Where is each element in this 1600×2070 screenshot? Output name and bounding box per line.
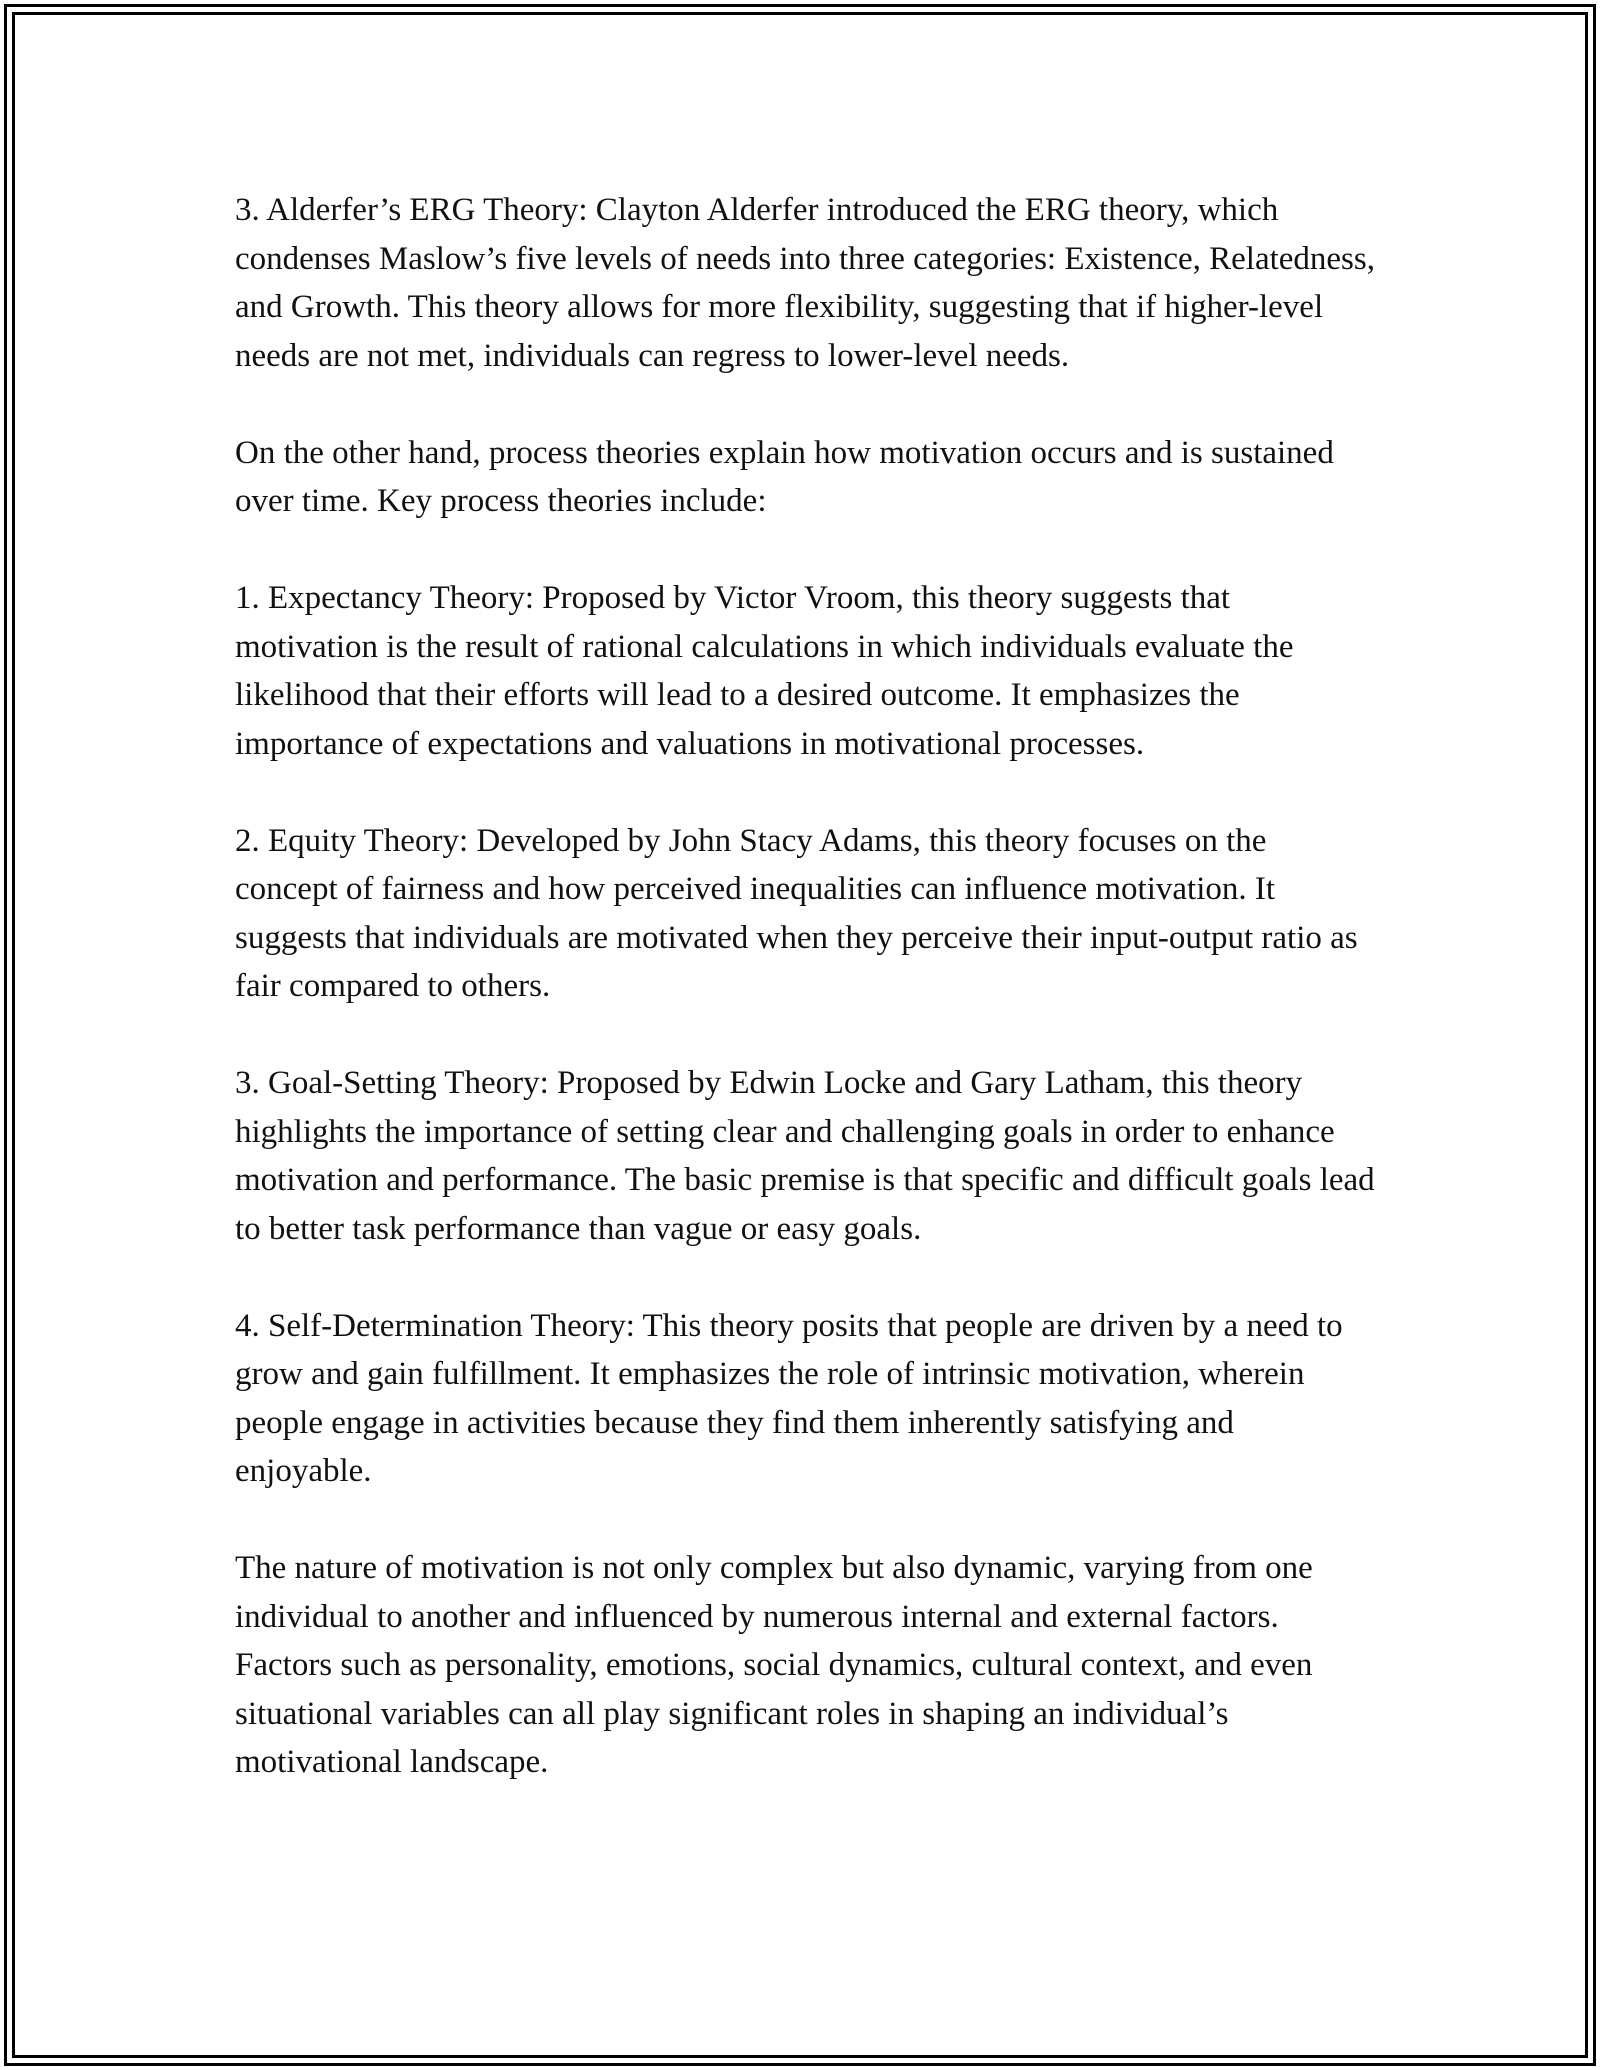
paragraph-alderfer-erg-theory: 3. Alderfer’s ERG Theory: Clayton Alderfer introduced the ERG theory, which condenses Maslow’s five levels of needs into three categories: Existence, Relatedness, and Growth. This theory allows for more flexibility, suggesting that if higher-level needs are not met, individuals can regress to lower-level needs.	[235, 192, 1375, 374]
paragraph-expectancy-theory: 1. Expectancy Theory: Proposed by Victor Vroom, this theory suggests that motivation is the result of rational calculations in which individuals evaluate the likelihood that their efforts will lead to a desired outcome. It emphasizes the importance of expectations and valuations in motivational processes.	[235, 580, 1294, 762]
paragraph-goal-setting-theory: 3. Goal-Setting Theory: Proposed by Edwin Locke and Gary Latham, this theory highlights the importance of setting clear and challenging goals in order to enhance motivation and performance. The basic premise is that specific and difficult goals lead to better task performance than vague or easy goals.	[235, 1065, 1375, 1247]
paragraph-equity-theory: 2. Equity Theory: Developed by John Stacy Adams, this theory focuses on the concept of fairness and how perceived inequalities can influence motivation. It suggests that individuals are motivated when they perceive their input-output ratio as fair compared to others.	[235, 822, 1358, 1004]
paragraph-process-theories-intro: On the other hand, process theories explain how motivation occurs and is sustained over time. Key process theories include:	[235, 434, 1334, 519]
paragraph-nature-of-motivation: The nature of motivation is not only complex but also dynamic, varying from one individual to another and influenced by numerous internal and external factors. Factors such as personality, emotions, social dynamics, cultural context, and even situational variables can all play significant roles in shaping an individual’s motivational landscape.	[235, 1550, 1313, 1780]
document-body	[235, 186, 1375, 1787]
paragraph-self-determination-theory: 4. Self-Determination Theory: This theory posits that people are driven by a need to grow and gain fulfillment. It emphasizes the role of intrinsic motivation, wherein people engage in activities because they find them inherently satisfying and enjoyable.	[235, 1307, 1343, 1489]
